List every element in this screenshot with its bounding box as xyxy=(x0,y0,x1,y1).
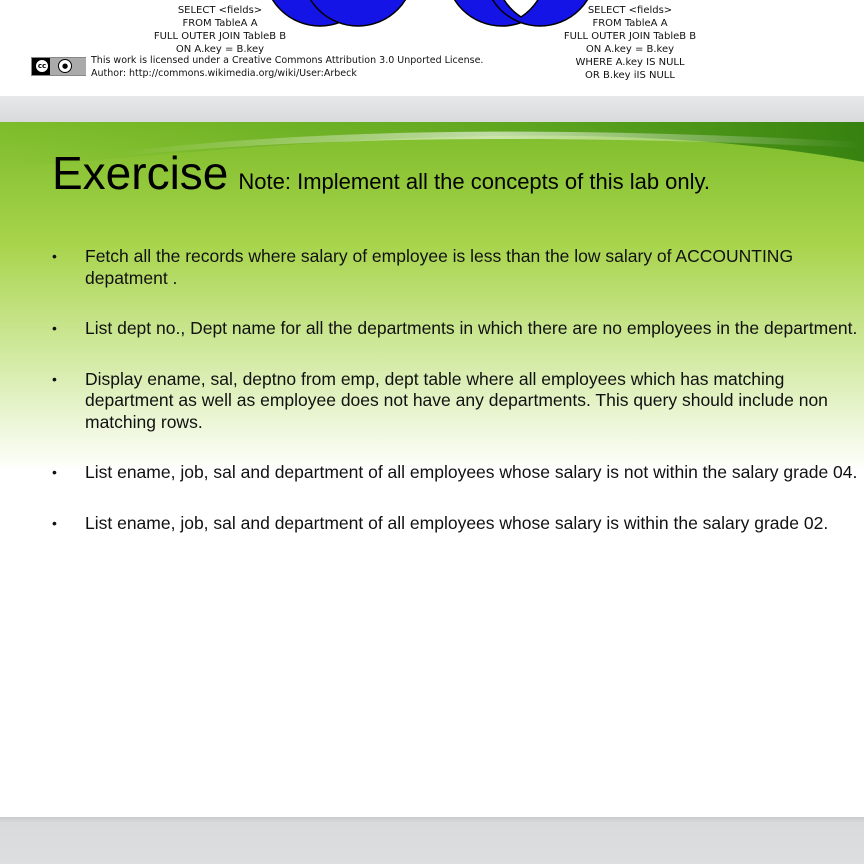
left-query-line: ON A.key = B.key xyxy=(175,44,265,55)
attribution-icon: ● xyxy=(58,59,72,73)
bullet-icon: • xyxy=(52,320,57,336)
viewer-bottom-bar xyxy=(0,817,864,864)
bullet-icon: • xyxy=(52,248,57,264)
list-item xyxy=(52,513,858,535)
list-item xyxy=(52,369,858,434)
right-query-line: FROM TableA A xyxy=(592,18,668,29)
left-query-line: SELECT <fields> xyxy=(177,5,263,16)
author-line: Author: http://commons.wikimedia.org/wiki/User:Arbeck xyxy=(91,67,357,79)
list-item-text: Fetch all the records where salary of employee is less than the low salary of ACCOUNTING depatment . xyxy=(85,246,794,288)
list-item xyxy=(52,462,858,484)
exercise-list xyxy=(52,246,858,534)
left-sql-query xyxy=(130,4,310,56)
previous-slide xyxy=(0,0,864,96)
list-item-text: List dept no., Dept name for all the departments in which there are no employees in the department. xyxy=(85,318,858,338)
right-query-line: ON A.key = B.key xyxy=(585,44,675,55)
license-text xyxy=(91,55,483,80)
right-sql-query xyxy=(545,4,715,82)
slide-note: Note: Implement all the concepts of this lab only. xyxy=(238,169,711,194)
slide-gap xyxy=(0,96,864,122)
license-line: This work is licensed under a Creative Commons Attribution 3.0 Unported License. xyxy=(91,55,484,66)
right-query-line: WHERE A.key IS NULL xyxy=(575,57,685,68)
slide-title: Exercise xyxy=(52,147,229,199)
list-item-text: List ename, job, sal and department of all employees whose salary is not within the salary grade 04. xyxy=(85,462,858,482)
left-query-line: FROM TableA A xyxy=(182,18,258,29)
left-query-line: FULL OUTER JOIN TableB B xyxy=(153,31,287,42)
bullet-icon: • xyxy=(52,370,57,387)
cc-icon: cc xyxy=(35,59,49,73)
bullet-icon: • xyxy=(52,464,57,480)
creative-commons-badge xyxy=(31,57,86,76)
bullet-icon: • xyxy=(52,514,57,531)
list-item-text: Display ename, sal, deptno from emp, dept table where all employees which has matching department as well as employee does not have any departments. This query should include non matching rows. xyxy=(85,368,828,432)
right-query-line: OR B.key iIS NULL xyxy=(585,70,675,81)
list-item xyxy=(52,318,858,340)
exercise-slide xyxy=(0,122,864,817)
list-item xyxy=(52,246,858,289)
title-row xyxy=(52,146,710,200)
right-query-line: FULL OUTER JOIN TableB B xyxy=(563,31,697,42)
right-query-line: SELECT <fields> xyxy=(587,5,673,16)
cc-by-bar xyxy=(50,58,86,75)
list-item-text: List ename, job, sal and department of all employees whose salary is within the salary grade 02. xyxy=(85,512,829,533)
